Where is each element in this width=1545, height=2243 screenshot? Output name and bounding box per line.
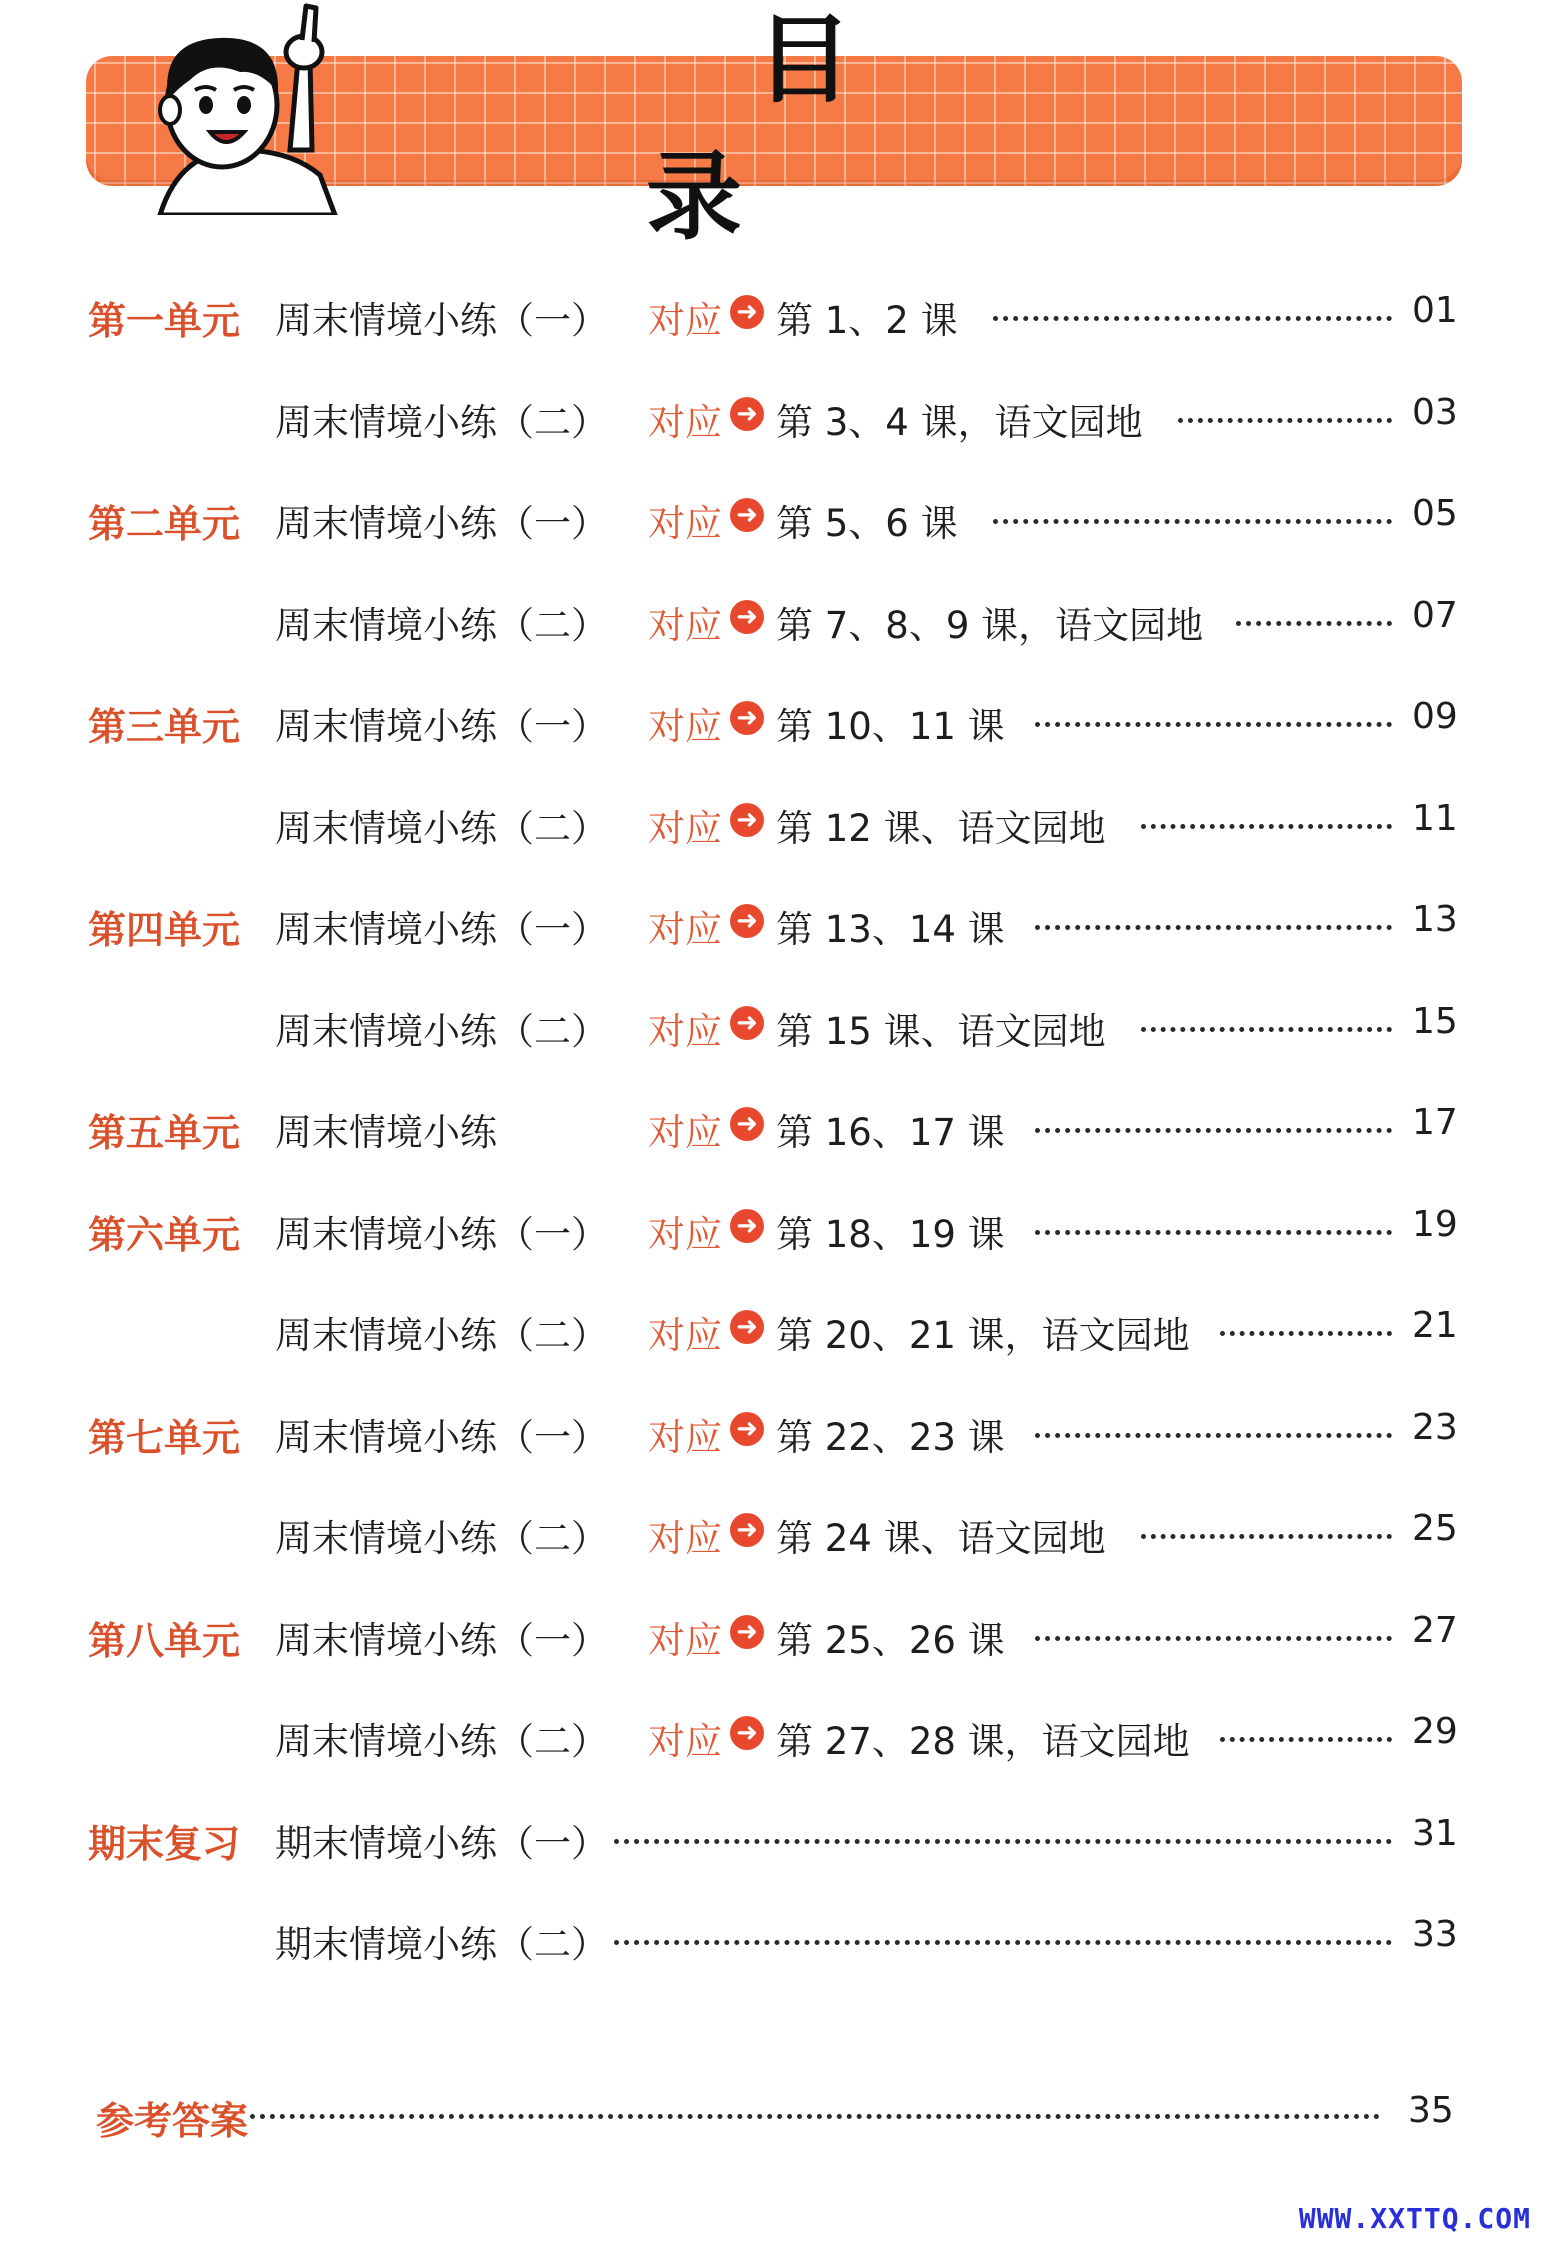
unit-label: 第三单元 bbox=[88, 705, 241, 749]
arrow-right-circle-icon: ➜ bbox=[730, 600, 764, 634]
leader-dots bbox=[993, 519, 1392, 524]
page-number: 35 bbox=[1408, 2090, 1454, 2131]
page-number: 11 bbox=[1412, 798, 1458, 839]
page-number: 21 bbox=[1412, 1305, 1458, 1346]
lesson-range: 第 12 课、语文园地 bbox=[776, 807, 1106, 850]
page-number: 07 bbox=[1412, 595, 1458, 636]
toc-entry[interactable] bbox=[0, 891, 1545, 951]
leader-dots bbox=[1035, 925, 1392, 930]
practice-title: 周末情境小练（二） bbox=[275, 604, 608, 647]
lesson-range: 第 10、11 课 bbox=[776, 705, 1005, 748]
page-number: 03 bbox=[1412, 392, 1458, 433]
corresponds-label: 对应 bbox=[648, 1619, 722, 1662]
page-number: 09 bbox=[1412, 696, 1458, 737]
lesson-range: 第 15 课、语文园地 bbox=[776, 1010, 1106, 1053]
page-number: 01 bbox=[1412, 290, 1458, 331]
leader-dots bbox=[1178, 418, 1392, 423]
practice-title: 周末情境小练（二） bbox=[275, 1010, 608, 1053]
lesson-range: 第 22、23 课 bbox=[776, 1416, 1005, 1459]
lesson-range: 第 3、4 课，语文园地 bbox=[776, 401, 1143, 444]
toc-entry[interactable] bbox=[0, 1297, 1545, 1357]
unit-label: 第二单元 bbox=[88, 502, 241, 546]
practice-title: 期末情境小练（一） bbox=[275, 1822, 608, 1865]
unit-label: 第四单元 bbox=[88, 908, 241, 952]
leader-dots bbox=[1220, 1737, 1392, 1742]
arrow-right-circle-icon: ➜ bbox=[730, 1107, 764, 1141]
toc-entry[interactable] bbox=[0, 1399, 1545, 1459]
page-number: 33 bbox=[1412, 1914, 1458, 1955]
practice-title: 周末情境小练（二） bbox=[275, 1517, 608, 1560]
practice-title: 周末情境小练（一） bbox=[275, 1416, 608, 1459]
lesson-range: 第 25、26 课 bbox=[776, 1619, 1005, 1662]
corresponds-label: 对应 bbox=[648, 502, 722, 545]
leader-dots bbox=[1035, 1230, 1392, 1235]
lesson-range: 第 1、2 课 bbox=[776, 299, 958, 342]
unit-label: 期末复习 bbox=[88, 1822, 241, 1866]
leader-dots bbox=[1035, 722, 1392, 727]
page-number: 17 bbox=[1412, 1102, 1458, 1143]
lesson-range: 第 27、28 课，语文园地 bbox=[776, 1720, 1190, 1763]
leader-dots bbox=[993, 316, 1392, 321]
page-number: 27 bbox=[1412, 1610, 1458, 1651]
practice-title: 周末情境小练（一） bbox=[275, 908, 608, 951]
toc-entry[interactable] bbox=[0, 790, 1545, 850]
lesson-range: 第 13、14 课 bbox=[776, 908, 1005, 951]
corresponds-label: 对应 bbox=[648, 299, 722, 342]
lesson-range: 第 24 课、语文园地 bbox=[776, 1517, 1106, 1560]
toc-entry[interactable] bbox=[0, 587, 1545, 647]
toc-entry[interactable] bbox=[0, 1805, 1545, 1865]
arrow-right-circle-icon: ➜ bbox=[730, 1310, 764, 1344]
page-number: 29 bbox=[1412, 1711, 1458, 1752]
lesson-range: 第 16、17 课 bbox=[776, 1111, 1005, 1154]
arrow-right-circle-icon: ➜ bbox=[730, 904, 764, 938]
lesson-range: 第 20、21 课，语文园地 bbox=[776, 1314, 1190, 1357]
toc-entry[interactable] bbox=[0, 688, 1545, 748]
leader-dots bbox=[1141, 824, 1392, 829]
toc-entry[interactable] bbox=[0, 993, 1545, 1053]
page-number: 05 bbox=[1412, 493, 1458, 534]
corresponds-label: 对应 bbox=[648, 1720, 722, 1763]
unit-label: 第七单元 bbox=[88, 1416, 241, 1460]
corresponds-label: 对应 bbox=[648, 1314, 722, 1357]
leader-dots bbox=[1141, 1027, 1392, 1032]
toc-entry[interactable] bbox=[0, 282, 1545, 342]
leader-dots bbox=[1220, 1331, 1392, 1336]
toc-entry[interactable] bbox=[0, 1906, 1545, 1966]
page-number: 23 bbox=[1412, 1407, 1458, 1448]
answers-entry[interactable] bbox=[0, 2080, 1545, 2143]
page-number: 31 bbox=[1412, 1813, 1458, 1854]
arrow-right-circle-icon: ➜ bbox=[730, 1412, 764, 1446]
corresponds-label: 对应 bbox=[648, 604, 722, 647]
arrow-right-circle-icon: ➜ bbox=[730, 701, 764, 735]
leader-dots bbox=[614, 1940, 1392, 1945]
corresponds-label: 对应 bbox=[648, 401, 722, 444]
page-number: 13 bbox=[1412, 899, 1458, 940]
answers-label: 参考答案 bbox=[96, 2099, 249, 2143]
practice-title: 周末情境小练（二） bbox=[275, 807, 608, 850]
corresponds-label: 对应 bbox=[648, 1213, 722, 1256]
leader-dots bbox=[1236, 621, 1392, 626]
lesson-range: 第 7、8、9 课，语文园地 bbox=[776, 604, 1204, 647]
arrow-right-circle-icon: ➜ bbox=[730, 803, 764, 837]
arrow-right-circle-icon: ➜ bbox=[730, 1513, 764, 1547]
corresponds-label: 对应 bbox=[648, 908, 722, 951]
page-number: 19 bbox=[1412, 1204, 1458, 1245]
page-number: 15 bbox=[1412, 1001, 1458, 1042]
boy-pointing-mascot bbox=[140, 0, 340, 215]
leader-dots bbox=[1035, 1636, 1392, 1641]
unit-label: 第五单元 bbox=[88, 1111, 241, 1155]
unit-label: 第六单元 bbox=[88, 1213, 241, 1257]
arrow-right-circle-icon: ➜ bbox=[730, 1209, 764, 1243]
arrow-right-circle-icon: ➜ bbox=[730, 498, 764, 532]
lesson-range: 第 18、19 课 bbox=[776, 1213, 1005, 1256]
toc-entry[interactable] bbox=[0, 485, 1545, 545]
practice-title: 周末情境小练（二） bbox=[275, 1720, 608, 1763]
arrow-right-circle-icon: ➜ bbox=[730, 1006, 764, 1040]
toc-entry[interactable] bbox=[0, 1094, 1545, 1154]
corresponds-label: 对应 bbox=[648, 807, 722, 850]
leader-dots bbox=[1035, 1433, 1392, 1438]
leader-dots bbox=[1141, 1534, 1392, 1539]
toc-entry[interactable] bbox=[0, 384, 1545, 444]
arrow-right-circle-icon: ➜ bbox=[730, 1615, 764, 1649]
practice-title: 周末情境小练（一） bbox=[275, 1619, 608, 1662]
page-title: 目 录 bbox=[646, 4, 962, 253]
practice-title: 期末情境小练（二） bbox=[275, 1923, 608, 1966]
arrow-right-circle-icon: ➜ bbox=[730, 295, 764, 329]
arrow-right-circle-icon: ➜ bbox=[730, 397, 764, 431]
corresponds-label: 对应 bbox=[648, 705, 722, 748]
practice-title: 周末情境小练（二） bbox=[275, 401, 608, 444]
corresponds-label: 对应 bbox=[648, 1416, 722, 1459]
leader-dots bbox=[614, 1839, 1392, 1844]
corresponds-label: 对应 bbox=[648, 1517, 722, 1560]
toc-entry[interactable] bbox=[0, 1196, 1545, 1256]
lesson-range: 第 5、6 课 bbox=[776, 502, 958, 545]
unit-label: 第一单元 bbox=[88, 299, 241, 343]
toc-entry[interactable] bbox=[0, 1602, 1545, 1662]
toc-entry[interactable] bbox=[0, 1703, 1545, 1763]
corresponds-label: 对应 bbox=[648, 1010, 722, 1053]
practice-title: 周末情境小练（一） bbox=[275, 1213, 608, 1256]
arrow-right-circle-icon: ➜ bbox=[730, 1716, 764, 1750]
practice-title: 周末情境小练（一） bbox=[275, 502, 608, 545]
practice-title: 周末情境小练（一） bbox=[275, 299, 608, 342]
practice-title: 周末情境小练（二） bbox=[275, 1314, 608, 1357]
practice-title: 周末情境小练（一） bbox=[275, 705, 608, 748]
toc-entry[interactable] bbox=[0, 1500, 1545, 1560]
practice-title: 周末情境小练 bbox=[275, 1111, 497, 1154]
watermark: WWW.XXTTQ.COM bbox=[1298, 2202, 1531, 2235]
unit-label: 第八单元 bbox=[88, 1619, 241, 1663]
leader-dots bbox=[1035, 1128, 1392, 1133]
page-number: 25 bbox=[1412, 1508, 1458, 1549]
corresponds-label: 对应 bbox=[648, 1111, 722, 1154]
leader-dots bbox=[250, 2114, 1380, 2119]
